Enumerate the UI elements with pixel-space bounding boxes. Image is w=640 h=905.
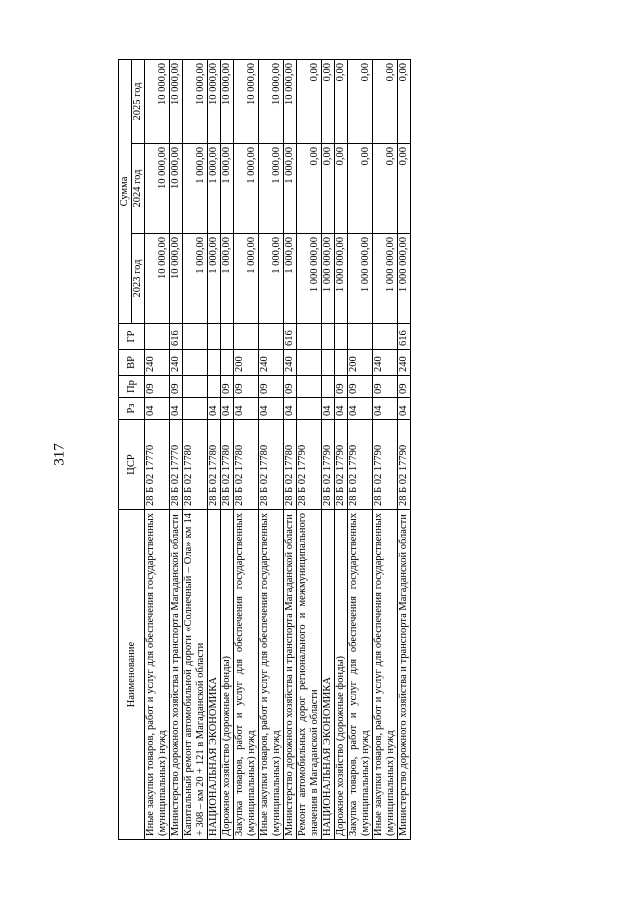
table-body	[145, 59, 411, 839]
row-rz: 04	[170, 398, 183, 420]
table-row	[373, 59, 398, 839]
row-sum-2025: 0,00	[398, 59, 411, 143]
row-sum-2023: 1 000 000,00	[348, 234, 373, 324]
table-row	[398, 59, 411, 839]
row-csr: 28 Б 02 17790	[348, 420, 373, 510]
row-sum-2025: 10 000,00	[145, 59, 170, 143]
row-sum-2025: 0,00	[348, 59, 373, 143]
row-vr	[335, 350, 348, 376]
table-row	[259, 59, 284, 839]
row-gr: 616	[170, 324, 183, 350]
header-rz: Рз	[119, 398, 145, 420]
page-number: 317	[51, 443, 68, 466]
header-pr: Пр	[119, 376, 145, 398]
row-vr	[183, 350, 208, 376]
row-vr: 240	[373, 350, 398, 376]
row-rz	[183, 398, 208, 420]
row-name: Дорожное хозяйство (дорожные фонды)	[335, 510, 348, 840]
row-gr: 616	[398, 324, 411, 350]
header-2025: 2025 год	[132, 59, 145, 143]
row-name: НАЦИОНАЛЬНАЯ ЭКОНОМИКА	[208, 510, 221, 840]
row-csr: 28 Б 02 17780	[221, 420, 234, 510]
row-pr: 09	[398, 376, 411, 398]
row-rz: 04	[284, 398, 297, 420]
row-csr: 28 Б 02 17790	[335, 420, 348, 510]
table-row	[348, 59, 373, 839]
row-rz: 04	[259, 398, 284, 420]
row-name: Закупка товаров, работ и услуг для обеспечения государственных (муниципальных) нужд	[234, 510, 259, 840]
row-rz	[297, 398, 322, 420]
row-sum-2025: 0,00	[373, 59, 398, 143]
row-sum-2024: 0,00	[348, 144, 373, 234]
row-sum-2024: 1 000,00	[183, 144, 208, 234]
row-gr	[221, 324, 234, 350]
row-pr: 09	[284, 376, 297, 398]
table-header-row	[119, 59, 132, 839]
row-sum-2024: 0,00	[398, 144, 411, 234]
row-sum-2025: 0,00	[297, 59, 322, 143]
row-sum-2025: 10 000,00	[183, 59, 208, 143]
row-vr: 240	[170, 350, 183, 376]
row-vr	[322, 350, 335, 376]
row-rz: 04	[398, 398, 411, 420]
row-rz: 04	[322, 398, 335, 420]
row-sum-2025: 0,00	[322, 59, 335, 143]
row-sum-2024: 1 000,00	[221, 144, 234, 234]
row-pr: 09	[373, 376, 398, 398]
row-gr	[183, 324, 208, 350]
row-gr	[145, 324, 170, 350]
row-csr: 28 Б 02 17790	[322, 420, 335, 510]
table-row	[297, 59, 322, 839]
row-sum-2023: 1 000,00	[183, 234, 208, 324]
row-sum-2023: 10 000,00	[145, 234, 170, 324]
header-csr: ЦСР	[119, 420, 145, 510]
row-vr: 240	[259, 350, 284, 376]
table-row	[234, 59, 259, 839]
table-row	[284, 59, 297, 839]
row-rz: 04	[234, 398, 259, 420]
row-gr	[335, 324, 348, 350]
row-sum-2023: 1 000,00	[234, 234, 259, 324]
row-name: Ремонт автомобильных дорог регионального и межмуниципального значения в Магаданской области	[297, 510, 322, 840]
row-csr: 28 Б 02 17790	[373, 420, 398, 510]
row-sum-2023: 1 000 000,00	[373, 234, 398, 324]
row-gr	[208, 324, 221, 350]
row-pr: 09	[234, 376, 259, 398]
row-csr: 28 Б 02 17780	[259, 420, 284, 510]
row-vr: 240	[145, 350, 170, 376]
row-gr	[348, 324, 373, 350]
row-sum-2024: 1 000,00	[208, 144, 221, 234]
row-gr	[297, 324, 322, 350]
row-sum-2025: 10 000,00	[221, 59, 234, 143]
row-pr	[208, 376, 221, 398]
row-sum-2025: 10 000,00	[234, 59, 259, 143]
row-sum-2025: 0,00	[335, 59, 348, 143]
row-gr: 616	[284, 324, 297, 350]
row-vr: 240	[284, 350, 297, 376]
header-vr: ВР	[119, 350, 145, 376]
row-vr: 200	[234, 350, 259, 376]
table-row	[335, 59, 348, 839]
row-sum-2023: 1 000,00	[284, 234, 297, 324]
row-pr	[322, 376, 335, 398]
table-row	[145, 59, 170, 839]
row-sum-2025: 10 000,00	[259, 59, 284, 143]
row-vr	[221, 350, 234, 376]
row-sum-2024: 10 000,00	[170, 144, 183, 234]
row-sum-2023: 1 000,00	[208, 234, 221, 324]
row-name: Капитальный ремонт автомобильной дороги «Солнечный – Ола» км 14 + 308 – км 20 + 121 в Магаданской области	[183, 510, 208, 840]
header-sum: Сумма	[119, 59, 132, 323]
header-gr: ГР	[119, 324, 145, 350]
header-name: Наименование	[119, 510, 145, 840]
row-pr: 09	[145, 376, 170, 398]
row-csr: 28 Б 02 17780	[183, 420, 208, 510]
row-sum-2023: 10 000,00	[170, 234, 183, 324]
row-name: Закупка товаров, работ и услуг для обеспечения государственных (муниципальных) нужд	[348, 510, 373, 840]
row-csr: 28 Б 02 17770	[145, 420, 170, 510]
budget-table-container	[118, 60, 573, 840]
row-sum-2023: 1 000 000,00	[398, 234, 411, 324]
row-sum-2025: 10 000,00	[170, 59, 183, 143]
table-row	[170, 59, 183, 839]
row-rz: 04	[145, 398, 170, 420]
row-sum-2023: 1 000,00	[259, 234, 284, 324]
row-pr: 09	[259, 376, 284, 398]
row-gr	[322, 324, 335, 350]
row-pr	[297, 376, 322, 398]
row-sum-2024: 0,00	[335, 144, 348, 234]
budget-table	[118, 59, 411, 840]
row-vr	[297, 350, 322, 376]
table-row	[221, 59, 234, 839]
row-name: Иные закупки товаров, работ и услуг для обеспечения государственных (муниципальных) нужд	[145, 510, 170, 840]
header-2024: 2024 год	[132, 144, 145, 234]
row-gr	[373, 324, 398, 350]
row-sum-2024: 10 000,00	[145, 144, 170, 234]
row-sum-2023: 1 000 000,00	[297, 234, 322, 324]
row-pr: 09	[221, 376, 234, 398]
row-sum-2023: 1 000 000,00	[335, 234, 348, 324]
row-pr	[183, 376, 208, 398]
row-name: НАЦИОНАЛЬНАЯ ЭКОНОМИКА	[322, 510, 335, 840]
row-vr: 240	[398, 350, 411, 376]
row-csr: 28 Б 02 17780	[234, 420, 259, 510]
row-pr: 09	[335, 376, 348, 398]
row-gr	[234, 324, 259, 350]
row-name: Иные закупки товаров, работ и услуг для обеспечения государственных (муниципальных) нужд	[373, 510, 398, 840]
row-pr: 09	[170, 376, 183, 398]
table-row	[183, 59, 208, 839]
row-name: Дорожное хозяйство (дорожные фонды)	[221, 510, 234, 840]
row-csr: 28 Б 02 17790	[297, 420, 322, 510]
row-sum-2023: 1 000 000,00	[322, 234, 335, 324]
row-rz: 04	[208, 398, 221, 420]
row-pr: 09	[348, 376, 373, 398]
row-sum-2025: 10 000,00	[208, 59, 221, 143]
table-row	[208, 59, 221, 839]
table-row	[322, 59, 335, 839]
row-vr: 200	[348, 350, 373, 376]
row-sum-2024: 0,00	[373, 144, 398, 234]
header-2023: 2023 год	[132, 234, 145, 324]
row-rz: 04	[221, 398, 234, 420]
row-csr: 28 Б 02 17790	[398, 420, 411, 510]
row-sum-2024: 0,00	[297, 144, 322, 234]
row-sum-2024: 0,00	[322, 144, 335, 234]
row-sum-2024: 1 000,00	[234, 144, 259, 234]
row-csr: 28 Б 02 17770	[170, 420, 183, 510]
row-csr: 28 Б 02 17780	[208, 420, 221, 510]
row-name: Иные закупки товаров, работ и услуг для обеспечения государственных (муниципальных) нужд	[259, 510, 284, 840]
row-name: Министерство дорожного хозяйства и транспорта Магаданской области	[170, 510, 183, 840]
row-name: Министерство дорожного хозяйства и транспорта Магаданской области	[398, 510, 411, 840]
row-name: Министерство дорожного хозяйства и транспорта Магаданской области	[284, 510, 297, 840]
row-csr: 28 Б 02 17780	[284, 420, 297, 510]
row-sum-2023: 1 000,00	[221, 234, 234, 324]
row-vr	[208, 350, 221, 376]
row-gr	[259, 324, 284, 350]
row-sum-2024: 1 000,00	[284, 144, 297, 234]
row-sum-2024: 1 000,00	[259, 144, 284, 234]
row-rz: 04	[348, 398, 373, 420]
row-rz: 04	[373, 398, 398, 420]
row-sum-2025: 10 000,00	[284, 59, 297, 143]
row-rz: 04	[335, 398, 348, 420]
